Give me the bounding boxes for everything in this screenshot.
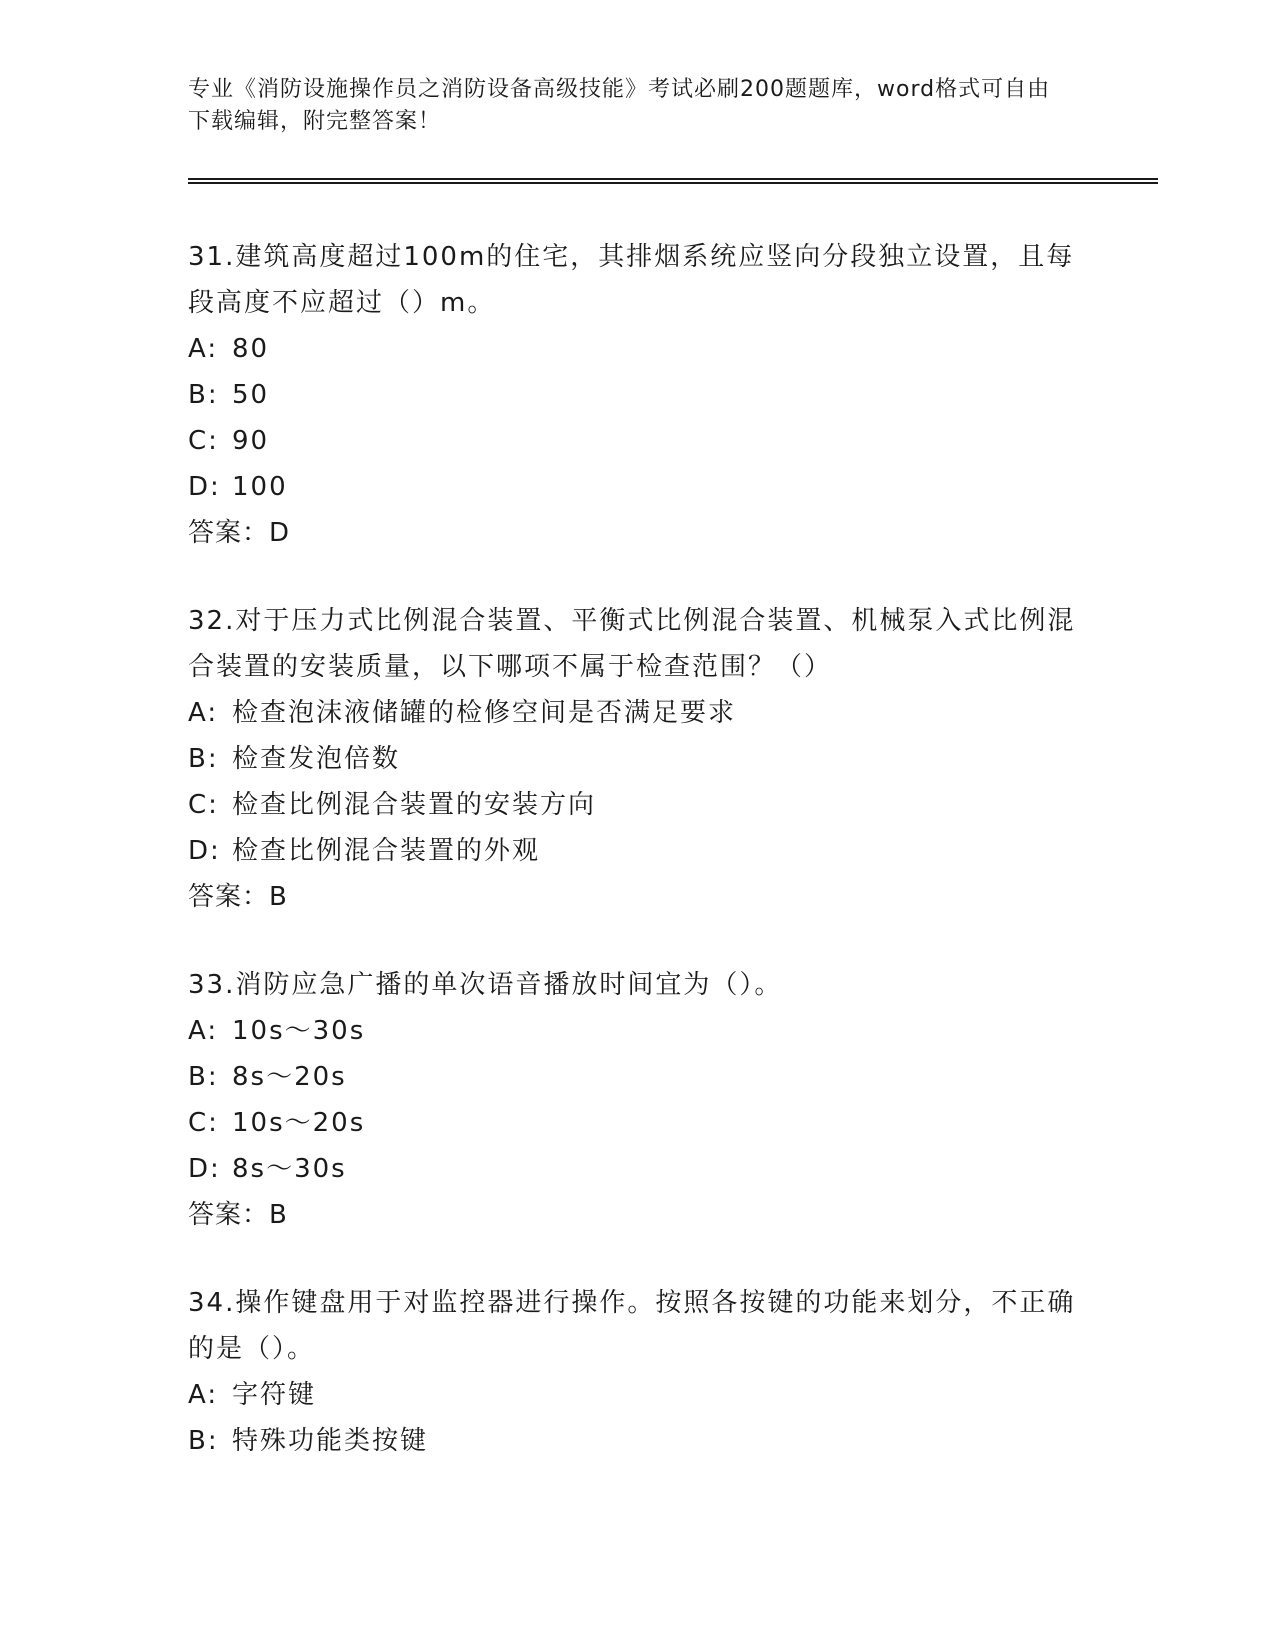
option-text: 检查比例混合装置的安装方向 [232, 790, 597, 820]
option-c [188, 782, 1088, 828]
option-key: C: [188, 426, 219, 456]
option-key: A: [188, 1016, 219, 1046]
option-key: A: [188, 698, 219, 728]
option-a [188, 1008, 1088, 1054]
question-list [188, 234, 1088, 1506]
option-text: 90 [232, 426, 270, 456]
option-b [188, 1054, 1088, 1100]
question-stem: 33.消防应急广播的单次语音播放时间宜为（）。 [188, 970, 783, 1000]
option-d [188, 1146, 1088, 1192]
option-text: 50 [232, 380, 270, 410]
option-a [188, 1372, 1088, 1418]
option-key: C: [188, 1108, 219, 1138]
question-stem: 32.对于压力式比例混合装置、平衡式比例混合装置、机械泵入式比例混合装置的安装质量，以下哪项不属于检查范围？（） [188, 606, 1076, 682]
option-key: A: [188, 334, 219, 364]
option-b [188, 736, 1088, 782]
question-34 [188, 1280, 1088, 1464]
option-a [188, 690, 1088, 736]
option-key: A: [188, 1380, 219, 1410]
option-key: B: [188, 380, 219, 410]
header-divider [188, 178, 1158, 184]
question-32 [188, 598, 1088, 920]
option-c [188, 1100, 1088, 1146]
question-31 [188, 234, 1088, 556]
document-intro: 专业《消防设施操作员之消防设备高级技能》考试必刷200题题库，word格式可自由下载编辑，附完整答案！ [188, 77, 1051, 134]
option-key: D: [188, 1154, 221, 1184]
option-key: B: [188, 1426, 219, 1456]
option-d [188, 828, 1088, 874]
option-text: 8s～30s [232, 1154, 347, 1184]
option-key: B: [188, 744, 219, 774]
option-text: 100 [232, 472, 288, 502]
question-stem: 34.操作键盘用于对监控器进行操作。按照各按键的功能来划分，不正确的是（）。 [188, 1288, 1076, 1364]
option-b [188, 1418, 1088, 1464]
option-text: 8s～20s [232, 1062, 347, 1092]
option-key: D: [188, 836, 221, 866]
option-text: 10s～30s [232, 1016, 366, 1046]
option-text: 特殊功能类按键 [232, 1426, 429, 1456]
option-c [188, 418, 1088, 464]
option-text: 80 [232, 334, 270, 364]
option-text: 字符键 [232, 1380, 317, 1410]
option-b [188, 372, 1088, 418]
question-stem: 31.建筑高度超过100m的住宅，其排烟系统应竖向分段独立设置，且每段高度不应超过（）m。 [188, 242, 1075, 318]
question-33 [188, 962, 1088, 1238]
answer-line: 答案：D [188, 518, 291, 548]
answer-line: 答案：B [188, 1200, 288, 1230]
option-a [188, 326, 1088, 372]
option-key: D: [188, 472, 221, 502]
option-key: C: [188, 790, 219, 820]
option-text: 10s～20s [232, 1108, 366, 1138]
option-text: 检查比例混合装置的外观 [232, 836, 541, 866]
answer-line: 答案：B [188, 882, 288, 912]
option-text: 检查泡沫液储罐的检修空间是否满足要求 [232, 698, 737, 728]
option-d [188, 464, 1088, 510]
option-text: 检查发泡倍数 [232, 744, 401, 774]
option-key: B: [188, 1062, 219, 1092]
